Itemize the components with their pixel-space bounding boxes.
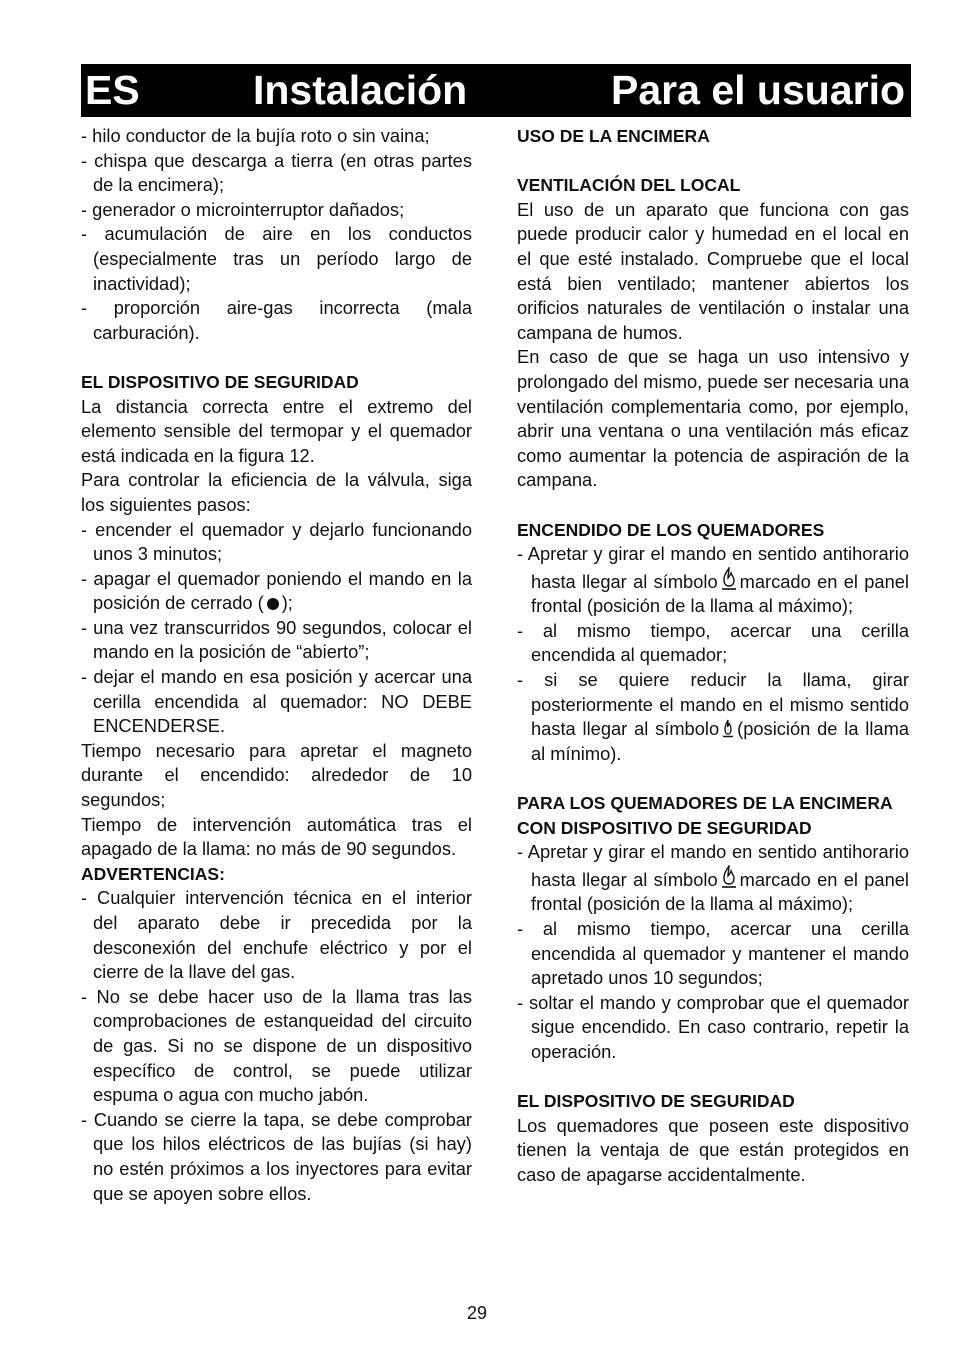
list-item: - generador o microinterruptor dañados; (81, 198, 405, 220)
paragraph: Para controlar la eficiencia de la válvula, siga los siguientes pasos: (81, 469, 472, 515)
flame-max-icon (721, 567, 737, 591)
list-item: - No se debe hacer uso de la llama tras las comprobaciones de estanqueidad del circuito de gas. Si no se dispone de un dispositivo específico de control, se puede utilizar espuma o agua con mucho jabón. (81, 985, 472, 1106)
list-item: - soltar el mando y comprobar que el quemador sigue encendido. En caso contrario, repetir la operación. (517, 991, 909, 1062)
right-column (517, 124, 909, 1188)
list-item: - una vez transcurridos 90 segundos, colocar el mando en la posición de “abierto”; (81, 616, 472, 663)
step-text: (posición de la llama al mínimo). (531, 718, 909, 764)
list-item: - Cualquier intervención técnica en el interior del aparato debe ir precedida por la desconexión del enchufe eléctrico y por el cierre de la llave del gas. (81, 887, 472, 983)
list-item (81, 567, 472, 616)
paragraph: Tiempo de intervención automática tras el apagado de la llama: no más de 90 segundos. (81, 813, 472, 860)
section-title-left: Instalación (253, 67, 468, 113)
list-item: - encender el quemador y dejarlo funcionando unos 3 minutos; (81, 518, 472, 565)
closed-position-icon (267, 598, 279, 610)
step-text: - apagar el quemador poniendo el mando en la posición de cerrado ( (81, 567, 472, 614)
safety-device-heading: EL DISPOSITIVO DE SEGURIDAD (81, 371, 359, 392)
list-item (517, 668, 909, 766)
paragraph: La distancia correcta entre el extremo del elemento sensible del termopar y el quemador está indicada en la figura 12. (81, 395, 472, 466)
paragraph: En caso de que se haga un uso intensivo y prolongado del mismo, puede ser necesaria una ventilación complementaria como, por ejemplo, abrir una ventana o una ventilación más eficaz como aumentar la potencia de aspiración de la campana. (517, 346, 909, 491)
step-text: marcado en el panel frontal (posición de la llama al máximo); (531, 868, 909, 915)
flame-min-icon (722, 718, 734, 738)
list-item: - proporción aire-gas incorrecta (mala carburación). (81, 297, 472, 343)
page-header (81, 64, 911, 117)
warnings-heading: ADVERTENCIAS: (81, 863, 225, 884)
flame-max-icon (721, 865, 737, 889)
hob-use-heading: USO DE LA ENCIMERA (517, 126, 710, 146)
list-item: - dejar el mando en esa posición y acercar una cerilla encendida al quemador: NO DEBE ENCENDERSE. (81, 666, 472, 737)
list-item: - acumulación de aire en los conductos (especialmente tras un período largo de inactividad); (81, 223, 472, 294)
step-text: marcado en el panel frontal (posición de la llama al máximo); (531, 570, 909, 617)
left-column (81, 124, 472, 1206)
list-item: - chispa que descarga a tierra (en otras partes de la encimera); (81, 149, 472, 196)
list-item: - hilo conductor de la bujía roto o sin vaina; (81, 125, 430, 146)
list-item: - al mismo tiempo, acercar una cerilla encendida al quemador y mantener el mando apretado unos 10 segundos; (517, 918, 909, 989)
safety-burners-heading: PARA LOS QUEMADORES DE LA ENCIMERA CON DISPOSITIVO DE SEGURIDAD (517, 793, 892, 838)
step-text: ); (281, 592, 293, 614)
language-code: ES (85, 67, 140, 113)
safety-device-heading: EL DISPOSITIVO DE SEGURIDAD (517, 1091, 795, 1112)
paragraph: Los quemadores que poseen este dispositivo tienen la ventaja de que están protegidos en caso de apagarse accidentalmente. (517, 1114, 909, 1185)
paragraph: El uso de un aparato que funciona con gas puede producir calor y humedad en el local en el que esté instalado. Compruebe que el local está bien ventilado; mantener abiertos los orificios naturales de ventilación o instalar una campana de humos. (517, 198, 909, 343)
step-text: - Apretar y girar el mando en sentido antihorario hasta llegar al símbolo (517, 841, 909, 890)
paragraph: Tiempo necesario para apretar el magneto durante el encendido: alrededor de 10 segundos; (81, 739, 472, 811)
step-text: - si se quiere reducir la llama, girar posteriormente el mando en el mismo sentido hasta llegar al símbolo (517, 669, 909, 740)
list-item: - Cuando se cierre la tapa, se debe comprobar que los hilos eléctricos de las bujías (si hay) no estén próximos a los inyectores para evitar que se apoyen sobre ellos. (81, 1108, 472, 1204)
list-item (517, 542, 909, 619)
ventilation-heading: VENTILACIÓN DEL LOCAL (517, 175, 741, 196)
step-text: - Apretar y girar el mando en sentido antihorario hasta llegar al símbolo (517, 543, 909, 592)
list-item: - al mismo tiempo, acercar una cerilla encendida al quemador; (517, 619, 909, 666)
list-item (517, 840, 909, 917)
section-title-right: Para el usuario (611, 67, 905, 113)
page-number: 29 (466, 1303, 488, 1323)
ignition-heading: ENCENDIDO DE LOS QUEMADORES (517, 519, 825, 540)
